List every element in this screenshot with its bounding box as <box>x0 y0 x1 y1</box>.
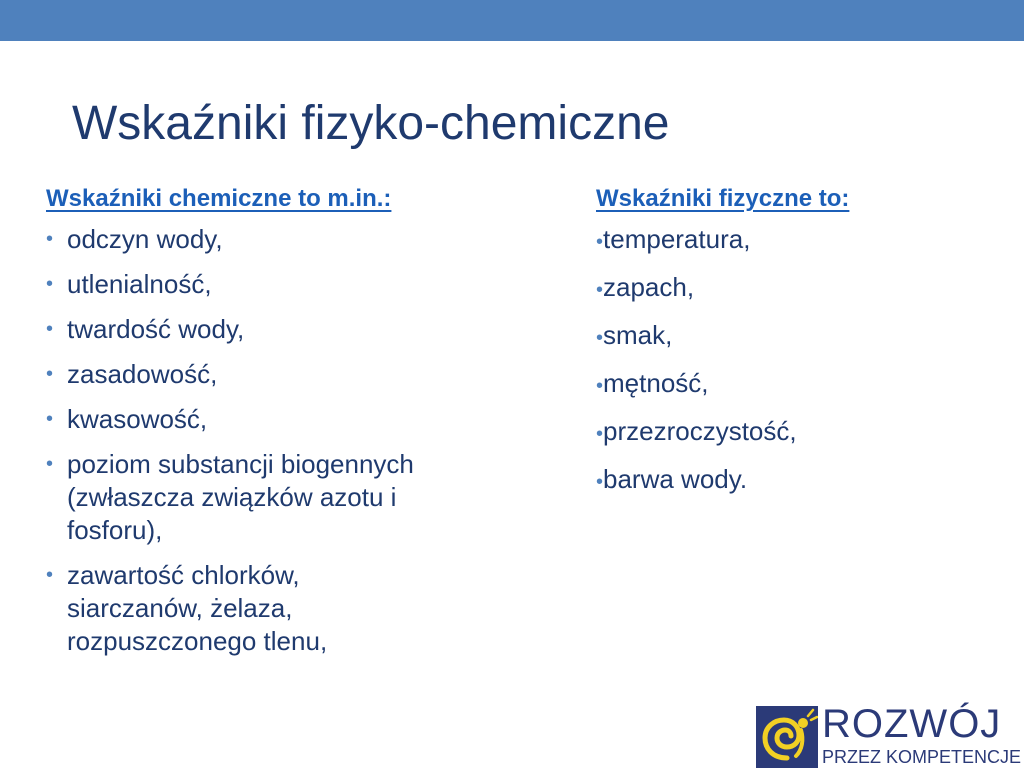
list-item-text: mętność, <box>603 368 709 398</box>
list-item <box>596 319 1006 355</box>
bullet-icon: • <box>46 273 54 295</box>
chemical-indicators-column <box>46 179 556 670</box>
bullet-icon: • <box>46 564 54 586</box>
rozwoj-logo <box>756 702 1024 768</box>
physical-indicators-heading: Wskaźniki fizyczne to: <box>596 185 850 212</box>
list-item <box>46 358 556 391</box>
list-item-text: barwa wody. <box>603 464 748 494</box>
physical-indicators-list <box>596 223 1006 499</box>
list-item-text: zasadowość, <box>67 359 218 389</box>
chemical-indicators-list <box>46 223 556 658</box>
list-item <box>596 367 1006 403</box>
bullet-icon: • <box>46 408 54 430</box>
logo-tagline: PRZEZ KOMPETENCJE <box>822 747 1022 767</box>
list-item-text: zawartość chlorków, siarczanów, żelaza, rozpuszczonego tlenu, <box>67 560 328 656</box>
list-item-text: smak, <box>603 320 673 350</box>
list-item-text: kwasowość, <box>67 404 208 434</box>
bullet-icon: • <box>596 471 604 493</box>
list-item-text: poziom substancji biogennych (zwłaszcza związków azotu i fosforu), <box>67 449 414 545</box>
bullet-icon: • <box>46 318 54 340</box>
slide-title: Wskaźniki fizyko-chemiczne <box>72 97 670 150</box>
list-item <box>596 415 1006 451</box>
list-item <box>596 271 1006 307</box>
list-item-text: twardość wody, <box>67 314 245 344</box>
chemical-indicators-heading: Wskaźniki chemiczne to m.in.: <box>46 185 392 212</box>
bullet-icon: • <box>596 423 604 445</box>
bullet-icon: • <box>596 279 604 301</box>
bullet-icon: • <box>596 375 604 397</box>
list-item-text: zapach, <box>603 272 695 302</box>
list-item <box>46 223 556 256</box>
list-item <box>46 403 556 436</box>
bullet-icon: • <box>46 363 54 385</box>
bullet-icon: • <box>596 327 604 349</box>
top-accent-bar <box>0 0 1024 41</box>
list-item <box>46 448 556 547</box>
physical-indicators-column <box>596 179 1006 511</box>
list-item <box>596 463 1006 499</box>
logo-wordmark: ROZWÓJ <box>822 702 1002 746</box>
list-item-text: temperatura, <box>603 224 751 254</box>
list-item-text: odczyn wody, <box>67 224 223 254</box>
list-item <box>596 223 1006 259</box>
list-item <box>46 313 556 346</box>
list-item-text: przezroczystość, <box>603 416 797 446</box>
snail-spiral-logo-icon <box>756 706 818 768</box>
list-item <box>46 559 556 658</box>
bullet-icon: • <box>46 453 54 475</box>
list-item <box>46 268 556 301</box>
list-item-text: utlenialność, <box>67 269 212 299</box>
bullet-icon: • <box>596 231 604 253</box>
bullet-icon: • <box>46 228 54 250</box>
